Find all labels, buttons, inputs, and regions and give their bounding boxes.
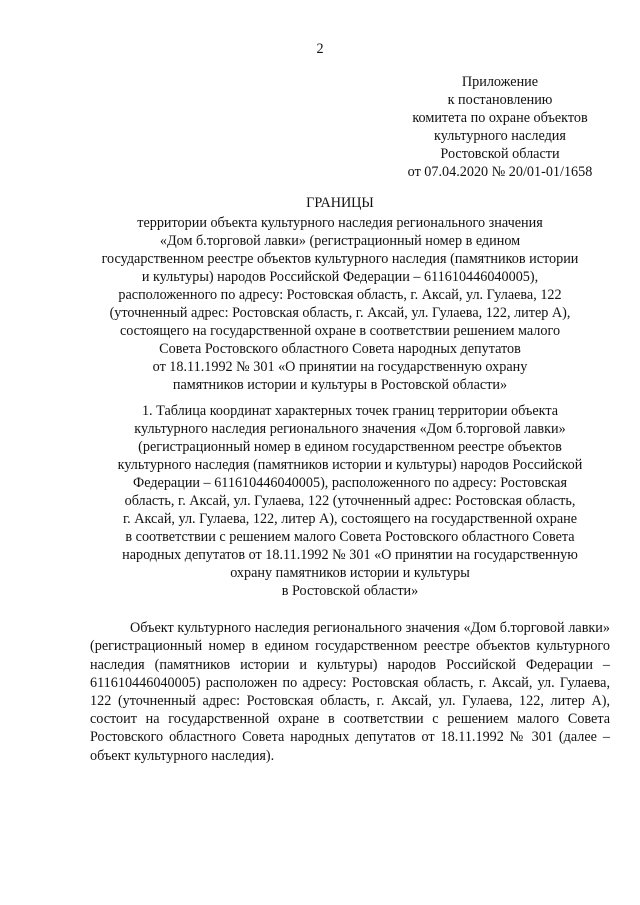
table-title-line: народных депутатов от 18.11.1992 № 301 «О принятии на государственную	[122, 547, 578, 563]
title-line: «Дом б.торговой лавки» (регистрационный номер в едином	[159, 233, 521, 249]
table-title-line: (регистрационный номер в едином государственном реестре объектов	[138, 439, 562, 455]
title-line: памятников истории и культуры в Ростовской области»	[172, 377, 508, 393]
table-title-line: охрану памятников истории и культуры	[230, 565, 470, 581]
appendix-line: Ростовской области	[440, 146, 560, 162]
appendix-line: к постановлению	[447, 92, 553, 108]
title-line: территории объекта культурного наследия регионального значения	[137, 215, 543, 231]
document-title-block	[70, 194, 610, 394]
appendix-line: комитета по охране объектов	[412, 110, 588, 126]
table-title-line: 1. Таблица координат характерных точек границ территории объекта	[141, 403, 559, 419]
title-line: Совета Ростовского областного Совета народных депутатов	[159, 341, 521, 357]
title-line: состоящего на государственной охране в соответствии решением малого	[119, 323, 561, 339]
table-title-line: культурного наследия (памятников истории и культуры) народов Российской	[117, 457, 583, 473]
table-title-line: в Ростовской области»	[281, 583, 419, 599]
title-line: от 18.11.1992 № 301 «О принятии на государственную охрану	[152, 359, 528, 375]
title-line: расположенного по адресу: Ростовская область, г. Аксай, ул. Гулаева, 122	[118, 287, 562, 303]
title-line: государственном реестре объектов культурного наследия (памятников истории	[101, 251, 579, 267]
body-paragraph: Объект культурного наследия регионального значения «Дом б.торговой лавки» (регистрационный номер в едином государственном реестре объектов культурного наследия (памятников истории и культуры) народов Российской Федерации – 611610446040005) расположен по адресу: Ростовская область, г. Аксай, ул. Гулаева, 122 (уточненный адрес: Ростовская область, г. Аксай, ул. Гулаева, 122, литер А), состоит на государственной охране в соответствии с решением малого Совета Ростовского областного Совета народных депутатов от 18.11.1992 № 301 (далее – объект культурного наследия).	[90, 620, 610, 764]
table-title-line: в соответствии с решением малого Совета Ростовского областного Совета	[125, 529, 575, 545]
table-title-line: Федерации – 611610446040005), расположенного по адресу: Ростовская	[133, 475, 567, 491]
title-line: (уточненный адрес: Ростовская область, г. Аксай, ул. Гулаева, 122, литер А),	[109, 305, 571, 321]
table-title-line: культурного наследия регионального значения «Дом б.торговой лавки»	[134, 421, 566, 437]
table-title-line: г. Аксай, ул. Гулаева, 122, литер А), состоящего на государственной охране	[122, 511, 578, 527]
appendix-line: Приложение	[461, 74, 539, 90]
appendix-header	[380, 73, 620, 181]
coordinates-table-title	[80, 402, 620, 600]
title-line: и культуры) народов Российской Федерации – 611610446040005),	[141, 269, 539, 285]
appendix-line: культурного наследия	[434, 128, 566, 144]
table-title-line: область, г. Аксай, ул. Гулаева, 122 (уточненный адрес: Ростовская область,	[124, 493, 576, 509]
page-number: 2	[316, 41, 324, 57]
appendix-line: от 07.04.2020 № 20/01-01/1658	[407, 164, 593, 180]
document-heading: ГРАНИЦЫ	[306, 195, 374, 211]
